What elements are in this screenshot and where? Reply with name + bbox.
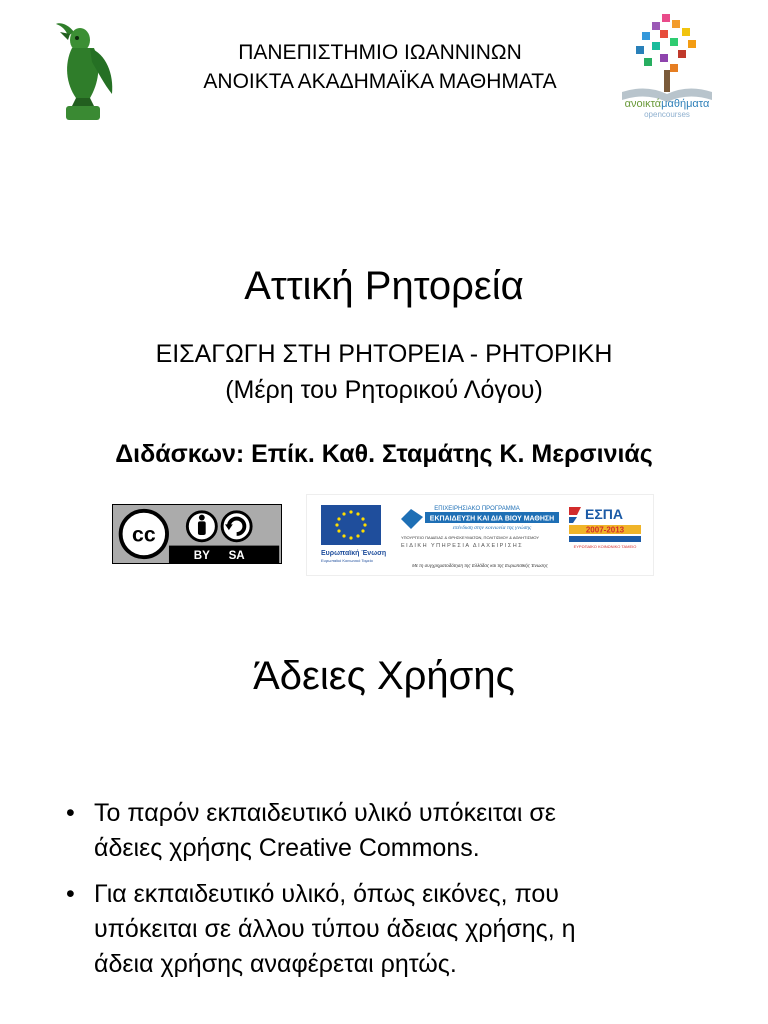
licenses-heading: Άδειες Χρήσης <box>253 654 515 698</box>
espa-fund: ΕΥΡΩΠΑΪΚΟ ΚΟΙΝΩΝΙΚΟ ΤΑΜΕΙΟ <box>573 544 637 549</box>
subtitle-line-2: (Μέρη του Ρητορικού Λόγου) <box>225 376 543 404</box>
subtitle-line-1: ΕΙΣΑΓΩΓΗ ΣΤΗ ΡΗΤΟΡΕΙΑ - ΡΗΤΟΡΙΚΗ <box>155 340 613 368</box>
opencourses-brand-2: μαθήματα <box>661 98 710 110</box>
eu-sublabel: Ευρωπαϊκό Κοινωνικό Ταμείο <box>321 558 373 563</box>
bullet-2-line-3: άδεια χρήσης αναφέρεται ρητώς. <box>94 950 457 978</box>
cofund-line: Με τη συγχρηματοδότηση της Ελλάδας και της Ευρωπαϊκής Ένωσης <box>412 563 548 568</box>
cc-text: cc <box>132 522 156 547</box>
cc-by-sa-badge <box>112 504 282 564</box>
espa-years: 2007-2013 <box>585 525 625 535</box>
course-subtitle <box>0 336 768 408</box>
opencourses-sub: opencourses <box>644 110 690 119</box>
op-line1: ΕΠΙΧΕΙΡΗΣΙΑΚΟ ΠΡΟΓΡΑΜΜΑ <box>434 506 520 512</box>
opencourses-brand <box>600 99 734 110</box>
university-eagle-logo <box>54 14 116 122</box>
licenses-list <box>66 796 746 993</box>
bullet-1-line-1: Το παρόν εκπαιδευτικό υλικό υπόκειται σε <box>94 799 556 827</box>
espa-label: ΕΣΠΑ <box>585 506 623 522</box>
op-tagline: επένδυση στην κοινωνία της γνώσης <box>452 525 532 531</box>
university-name: ΠΑΝΕΠΙΣΤΗΜΙΟ ΙΩΑΝΝΙΝΩΝ <box>238 41 522 64</box>
agency: ΕΙΔΙΚΗ ΥΠΗΡΕΣΙΑ ΔΙΑΧΕΙΡΙΣΗΣ <box>401 543 524 549</box>
sa-share-icon <box>222 512 251 541</box>
bullet-2-line-2: υπόκειται σε άλλου τύπου άδειας χρήσης, η <box>94 915 576 943</box>
opencourses-brand-1: ανοικτά <box>624 98 662 110</box>
program-name: ΑΝΟΙΚΤΑ ΑΚΑΔΗΜΑΪΚΑ ΜΑΘΗΜΑΤΑ <box>203 70 557 93</box>
course-title: Αττική Ρητορεία <box>244 264 524 308</box>
bullet-2-line-1: Για εκπαιδευτικό υλικό, όπως εικόνες, που <box>94 880 559 908</box>
list-item <box>66 796 746 866</box>
ministry: ΥΠΟΥΡΓΕΙΟ ΠΑΙΔΕΙΑΣ & ΘΡΗΣΚΕΥΜΑΤΩΝ, ΠΟΛΙΤΙΣΜΟΥ & ΑΘΛΗΤΙΣΜΟΥ <box>401 535 540 540</box>
instructor: Διδάσκων: Επίκ. Καθ. Σταμάτης Κ. Μερσινιάς <box>115 440 653 468</box>
bullet-icon: • <box>66 799 75 827</box>
eu-label: Ευρωπαϊκή Ένωση <box>321 550 387 557</box>
by-person-icon <box>187 512 216 541</box>
list-item <box>66 877 746 982</box>
by-label: BY <box>193 549 210 563</box>
eu-funding-logos <box>306 494 654 576</box>
sa-label: SA <box>228 549 245 563</box>
bullet-icon: • <box>66 880 75 908</box>
op-line2: ΕΚΠΑΙΔΕΥΣΗ ΚΑΙ ΔΙΑ ΒΙΟΥ ΜΑΘΗΣΗ <box>429 515 555 523</box>
bullet-1-line-2: άδειες χρήσης Creative Commons. <box>94 834 480 862</box>
